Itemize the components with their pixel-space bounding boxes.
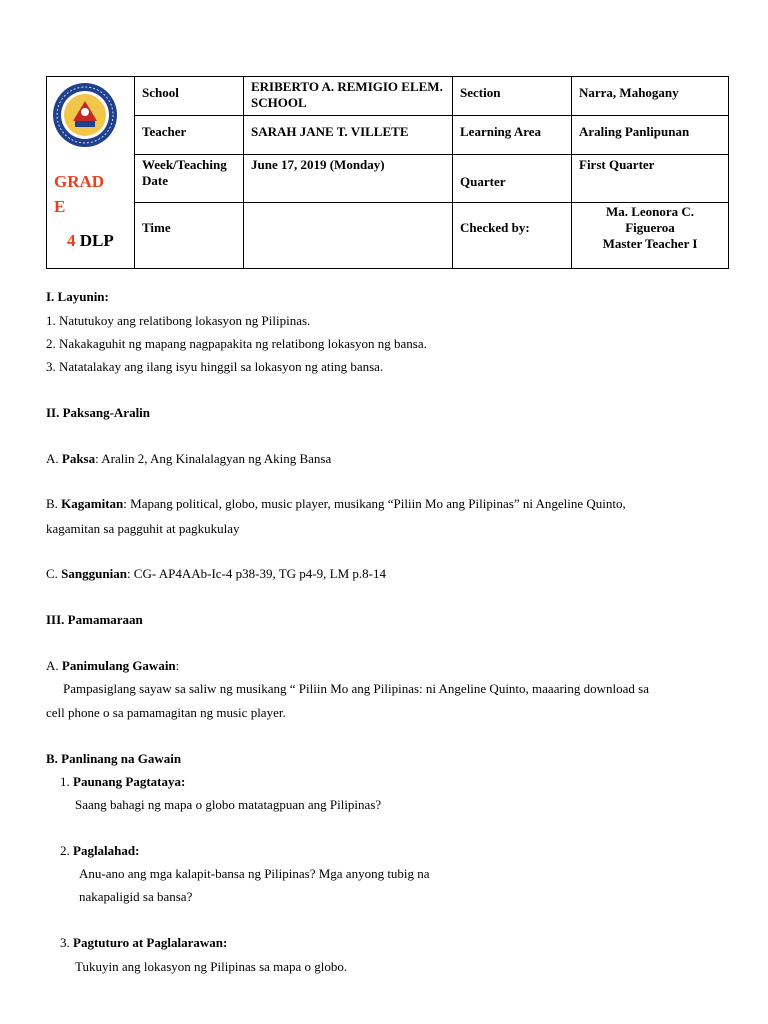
step-2-label: Paglalahad: bbox=[73, 843, 140, 858]
checked-by-label: Checked by: bbox=[453, 203, 572, 269]
panimula-text-1: Pampasiglang sayaw sa saliw ng musikang “ Piliin Mo ang Pilipinas: ni Angeline Quinto, maaaring download sa bbox=[63, 681, 650, 696]
objectives-heading: I. Layunin: bbox=[46, 289, 109, 304]
paksa-line: A. Paksa: Aralin 2, Ang Kinalalagyan ng Aking Bansa bbox=[46, 451, 332, 466]
checked-by-value bbox=[572, 203, 729, 269]
school-label: School bbox=[135, 77, 244, 116]
step-3-line: 3. Pagtuturo at Paglalarawan: bbox=[60, 935, 228, 950]
learning-area-value: Araling Panlipunan bbox=[572, 116, 729, 155]
dlp-label: 4 DLP bbox=[67, 231, 114, 250]
step-2-text-2: nakapaligid sa bansa? bbox=[79, 889, 193, 904]
teacher-value: SARAH JANE T. VILLETE bbox=[244, 116, 453, 155]
section-label: Section bbox=[453, 77, 572, 116]
quarter-label: Quarter bbox=[453, 155, 572, 203]
sanggunian-label: Sanggunian bbox=[61, 566, 127, 581]
kagamitan-label: Kagamitan bbox=[61, 496, 124, 511]
subject-matter-heading: II. Paksang-Aralin bbox=[46, 405, 151, 420]
checked-name-line2: Figueroa bbox=[625, 220, 675, 235]
week-value: June 17, 2019 (Monday) bbox=[244, 155, 453, 203]
step-2-text-1: Anu-ano ang mga kalapit-bansa ng Pilipinas? Mga anyong tubig na bbox=[79, 866, 430, 881]
step-1-line: 1. Paunang Pagtataya: bbox=[60, 774, 186, 789]
step-1-text: Saang bahagi ng mapa o globo matatagpuan ang Pilipinas? bbox=[75, 797, 382, 812]
teacher-label: Teacher bbox=[135, 116, 244, 155]
step-3-text: Tukuyin ang lokasyon ng Pilipinas sa mapa o globo. bbox=[75, 959, 348, 974]
header-table bbox=[46, 76, 729, 269]
time-value bbox=[244, 203, 453, 269]
panimula-line: A. Panimulang Gawain: bbox=[46, 658, 180, 673]
logo-grade-cell bbox=[47, 77, 135, 269]
panimula-text-2: cell phone o sa pamamagitan ng music player. bbox=[46, 705, 286, 720]
learning-area-label: Learning Area bbox=[453, 116, 572, 155]
panlinang-heading: B. Panlinang na Gawain bbox=[46, 751, 182, 766]
procedure-heading: III. Pamamaraan bbox=[46, 612, 143, 627]
step-3-label: Pagtuturo at Paglalarawan: bbox=[73, 935, 228, 950]
time-label: Time bbox=[135, 203, 244, 269]
deped-seal-icon bbox=[51, 81, 119, 149]
kagamitan-line-2: kagamitan sa pagguhit at pagkukulay bbox=[46, 521, 240, 536]
week-label: Week/Teaching Date bbox=[135, 155, 244, 203]
checked-title: Master Teacher I bbox=[602, 236, 698, 251]
paksa-label: Paksa bbox=[61, 451, 96, 466]
school-value: ERIBERTO A. REMIGIO ELEM. SCHOOL bbox=[244, 77, 453, 116]
section-value: Narra, Mahogany bbox=[572, 77, 729, 116]
objective-item-3: 3. Natatalakay ang ilang isyu hinggil sa lokasyon ng ating bansa. bbox=[46, 359, 384, 374]
kagamitan-line: B. Kagamitan: Mapang political, globo, music player, musikang “Piliin Mo ang Pilipinas” ni Angeline Quinto, bbox=[46, 496, 626, 511]
sanggunian-line: C. Sanggunian: CG- AP4AAb-Ic-4 p38-39, TG p4-9, LM p.8-14 bbox=[46, 566, 386, 581]
step-2-line: 2. Paglalahad: bbox=[60, 843, 140, 858]
checked-name-line1: Ma. Leonora C. bbox=[605, 204, 695, 219]
step-1-label: Paunang Pagtataya: bbox=[73, 774, 186, 789]
quarter-value: First Quarter bbox=[572, 155, 729, 203]
panimula-label: Panimulang Gawain bbox=[61, 658, 176, 673]
grade-label: GRAD E bbox=[54, 172, 105, 216]
objective-item-1: 1. Natutukoy ang relatibong lokasyon ng Pilipinas. bbox=[46, 313, 311, 328]
objective-item-2: 2. Nakakaguhit ng mapang nagpapakita ng relatibong lokasyon ng bansa. bbox=[46, 336, 427, 351]
